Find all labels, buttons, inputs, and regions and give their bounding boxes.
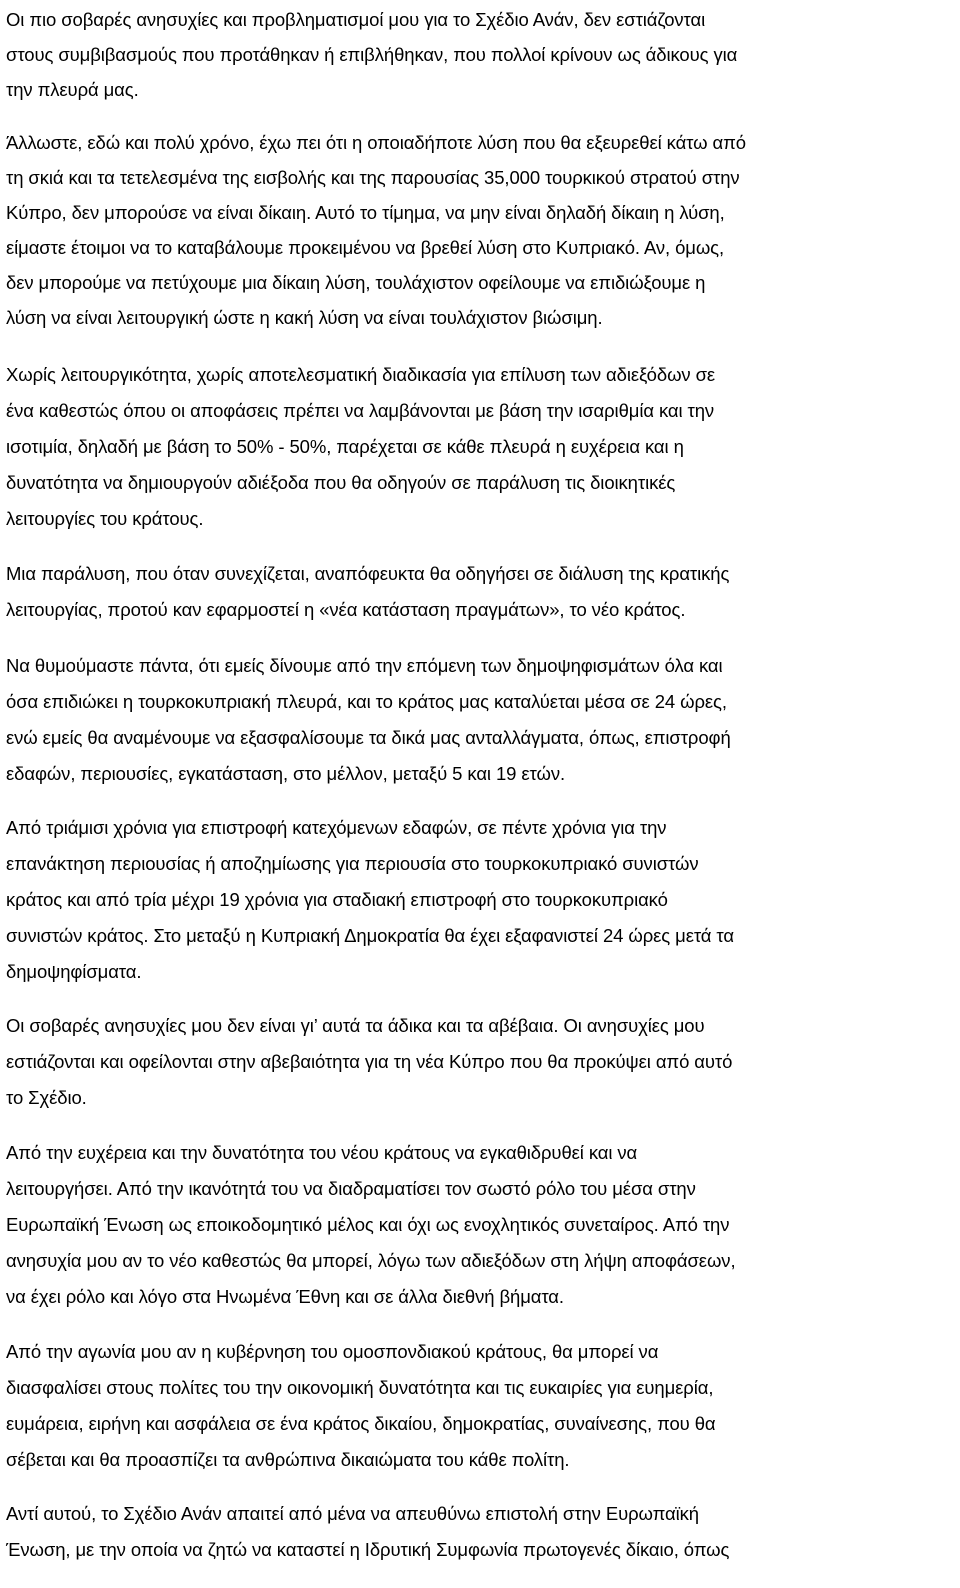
text-line: Ευρωπαϊκή Ένωση ως εποικοδομητικό μέλος και όχι ως ενοχλητικός συνεταίρος. Από την: [6, 1214, 730, 1235]
text-line: δυνατότητα να δημιουργούν αδιέξοδα που θα οδηγούν σε παράλυση τις διοικητικές: [6, 472, 676, 493]
text-line: Από την αγωνία μου αν η κυβέρνηση του ομοσπονδιακού κράτους, θα μπορεί να: [6, 1341, 659, 1362]
text-line: Μια παράλυση, που όταν συνεχίζεται, αναπόφευκτα θα οδηγήσει σε διάλυση της κρατικής: [6, 563, 730, 584]
text-line: Ένωση, με την οποία να ζητώ να καταστεί η Ιδρυτική Συμφωνία πρωτογενές δίκαιο, όπως: [6, 1539, 730, 1560]
text-line: είμαστε έτοιμοι να το καταβάλουμε προκειμένου να βρεθεί λύση στο Κυπριακό. Αν, όμως,: [6, 237, 725, 258]
paragraph-2: [6, 125, 954, 335]
text-line: Αντί αυτού, το Σχέδιο Ανάν απαιτεί από μένα να απευθύνω επιστολή στην Ευρωπαϊκή: [6, 1503, 699, 1524]
text-line: λειτουργίες του κράτους.: [6, 508, 204, 529]
text-line: εδαφών, περιουσίες, εγκατάσταση, στο μέλλον, μεταξύ 5 και 19 ετών.: [6, 763, 566, 784]
text-line: Οι σοβαρές ανησυχίες μου δεν είναι γι’ αυτά τα άδικα και τα αβέβαια. Οι ανησυχίες μου: [6, 1015, 705, 1036]
text-line: εστιάζονται και οφείλονται στην αβεβαιότητα για τη νέα Κύπρο που θα προκύψει από αυτό: [6, 1051, 733, 1072]
text-line: λειτουργίας, προτού καν εφαρμοστεί η «νέα κατάσταση πραγμάτων», το νέο κράτος.: [6, 599, 686, 620]
text-line: να έχει ρόλο και λόγο στα Ηνωμένα Έθνη και σε άλλα διεθνή βήματα.: [6, 1286, 564, 1307]
text-line: Άλλωστε, εδώ και πολύ χρόνο, έχω πει ότι η οποιαδήποτε λύση που θα εξευρεθεί κάτω από: [6, 132, 746, 153]
paragraph-4: [6, 556, 954, 628]
text-line: ευμάρεια, ειρήνη και ασφάλεια σε ένα κράτος δικαίου, δημοκρατίας, συναίνεσης, που θα: [6, 1413, 716, 1434]
text-line: συνιστών κράτος. Στο μεταξύ η Κυπριακή Δημοκρατία θα έχει εξαφανιστεί 24 ώρες μετά τα: [6, 925, 734, 946]
text-line: Από την ευχέρεια και την δυνατότητα του νέου κράτους να εγκαθιδρυθεί και να: [6, 1142, 638, 1163]
text-line: Να θυμούμαστε πάντα, ότι εμείς δίνουμε από την επόμενη των δημοψηφισμάτων όλα και: [6, 655, 723, 676]
paragraph-3: [6, 357, 954, 537]
text-line: την πλευρά μας.: [6, 79, 139, 100]
text-line: όσα επιδιώκει η τουρκοκυπριακή πλευρά, και το κράτος μας καταλύεται μέσα σε 24 ώρες,: [6, 691, 727, 712]
text-line: το Σχέδιο.: [6, 1087, 87, 1108]
paragraph-6: [6, 810, 954, 990]
paragraph-1: [6, 2, 954, 107]
text-line: ενώ εμείς θα αναμένουμε να εξασφαλίσουμε τα δικά μας ανταλλάγματα, όπως, επιστροφή: [6, 727, 731, 748]
text-line: λειτουργήσει. Από την ικανότητά του να διαδραματίσει τον σωστό ρόλο του μέσα στην: [6, 1178, 696, 1199]
text-line: τη σκιά και τα τετελεσμένα της εισβολής και της παρουσίας 35,000 τουρκικού στρατού στην: [6, 167, 740, 188]
text-line: ανησυχία μου αν το νέο καθεστώς θα μπορεί, λόγω των αδιεξόδων στη λήψη αποφάσεων,: [6, 1250, 736, 1271]
paragraph-10: [6, 1496, 954, 1568]
text-line: Χωρίς λειτουργικότητα, χωρίς αποτελεσματική διαδικασία για επίλυση των αδιεξόδων σε: [6, 364, 716, 385]
paragraph-9: [6, 1334, 954, 1478]
text-line: στους συμβιβασμούς που προτάθηκαν ή επιβλήθηκαν, που πολλοί κρίνουν ως άδικους για: [6, 44, 738, 65]
text-line: διασφαλίσει στους πολίτες του την οικονομική δυνατότητα και τις ευκαιρίες για ευημερία,: [6, 1377, 714, 1398]
text-line: Κύπρο, δεν μπορούσε να είναι δίκαιη. Αυτό το τίμημα, να μην είναι δηλαδή δίκαιη η λύση,: [6, 202, 725, 223]
paragraph-8: [6, 1135, 954, 1315]
text-line: κράτος και από τρία μέχρι 19 χρόνια για σταδιακή επιστροφή στο τουρκοκυπριακό: [6, 889, 668, 910]
text-line: δημοψηφίσματα.: [6, 961, 142, 982]
paragraph-5: [6, 648, 954, 792]
paragraph-7: [6, 1008, 954, 1116]
text-line: δεν μπορούμε να πετύχουμε μια δίκαιη λύση, τουλάχιστον οφείλουμε να επιδιώξουμε η: [6, 272, 706, 293]
text-line: επανάκτηση περιουσίας ή αποζημίωσης για περιουσία στο τουρκοκυπριακό συνιστών: [6, 853, 699, 874]
text-line: σέβεται και θα προασπίζει τα ανθρώπινα δικαιώματα του κάθε πολίτη.: [6, 1449, 570, 1470]
text-line: ένα καθεστώς όπου οι αποφάσεις πρέπει να λαμβάνονται με βάση την ισαριθμία και την: [6, 400, 715, 421]
text-line: ισοτιμία, δηλαδή με βάση το 50% - 50%, παρέχεται σε κάθε πλευρά η ευχέρεια και η: [6, 436, 684, 457]
text-line: Από τριάμισι χρόνια για επιστροφή κατεχόμενων εδαφών, σε πέντε χρόνια για την: [6, 817, 667, 838]
text-line: λύση να είναι λειτουργική ώστε η κακή λύση να είναι τουλάχιστον βιώσιμη.: [6, 307, 603, 328]
text-line: Οι πιο σοβαρές ανησυχίες και προβληματισμοί μου για το Σχέδιο Ανάν, δεν εστιάζονται: [6, 9, 706, 30]
